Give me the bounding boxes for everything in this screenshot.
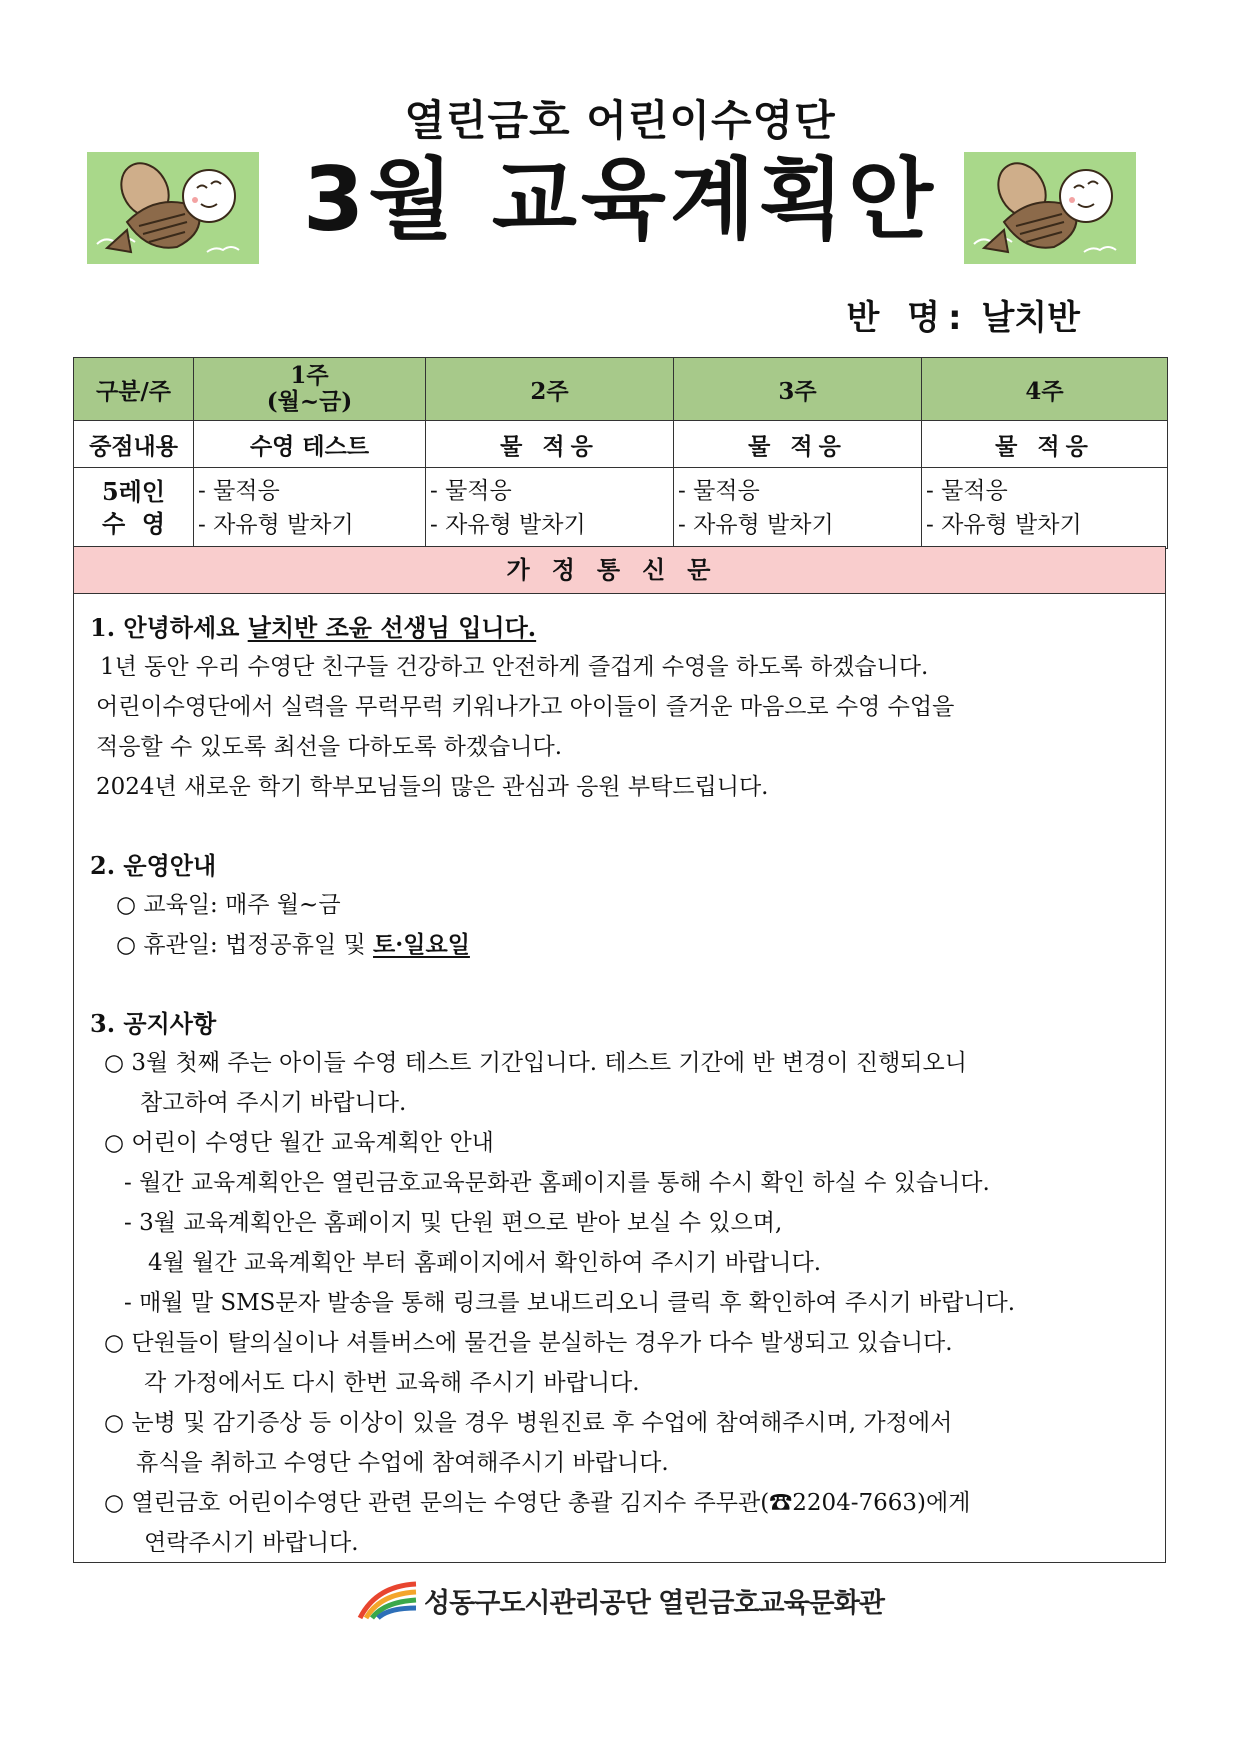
section3-line: ○ 3월 첫째 주는 아이들 수영 테스트 기간입니다. 테스트 기간에 반 변경이 진행되오니 xyxy=(104,1050,967,1076)
header-cell-week3: 3주 xyxy=(674,358,922,421)
lane-item: - 자유형 발차기 xyxy=(926,512,1082,538)
class-name-label: 반 명: xyxy=(846,298,970,338)
section3-line: ○ 눈병 및 감기증상 등 이상이 있을 경우 병원진료 후 수업에 참여해주시며, 가정에서 xyxy=(104,1410,953,1436)
footer-logo xyxy=(356,1580,884,1620)
lane-row xyxy=(74,468,1168,549)
focus-row xyxy=(74,421,1168,468)
rainbow-logo-icon xyxy=(356,1580,420,1620)
section3-line: 4월 월간 교육계획안 부터 홈페이지에서 확인하여 주시기 바랍니다. xyxy=(148,1250,822,1276)
lane-item: - 물적응 xyxy=(198,478,280,504)
footer xyxy=(0,1580,1240,1640)
section2-line xyxy=(116,926,470,959)
section1-line: 적응할 수 있도록 최선을 다하도록 하겠습니다. xyxy=(96,734,563,760)
section3-line: ○ 단원들이 탈의실이나 셔틀버스에 물건을 분실하는 경우가 다수 발생되고 있습니다. xyxy=(104,1330,953,1356)
header-cell-week2: 2주 xyxy=(426,358,674,421)
lane-cell-week4 xyxy=(922,468,1168,549)
section2-title: 2. 운영안내 xyxy=(90,851,217,880)
lane-cell-week1 xyxy=(194,468,426,549)
footer-organization: 성동구도시관리공단 열린금호교육문화관 xyxy=(424,1587,884,1619)
page-title: 3월 교육계획안 xyxy=(303,148,937,251)
notice-body xyxy=(73,594,1166,1563)
section3-line: ○ 어린이 수영단 월간 교육계획안 안내 xyxy=(104,1130,494,1156)
header-cell-week1 xyxy=(194,358,426,421)
section3-line: 휴식을 취하고 수영단 수업에 참여해주시기 바랍니다. xyxy=(136,1450,669,1476)
focus-row-label: 중점내용 xyxy=(74,421,194,468)
header-cell-category: 구분/주 xyxy=(74,358,194,421)
section3-line: 연락주시기 바랍니다. xyxy=(144,1530,359,1556)
page-header xyxy=(0,0,1240,338)
lane-row-label xyxy=(74,468,194,549)
section3-line: - 3월 교육계획안은 홈페이지 및 단원 편으로 받아 보실 수 있으며, xyxy=(124,1210,783,1236)
program-subtitle: 열린금호 어린이수영단 xyxy=(404,96,836,145)
lane-item: - 물적응 xyxy=(430,478,512,504)
weekly-plan-table xyxy=(73,357,1168,549)
week1-label: 1주 xyxy=(290,362,329,389)
focus-cell-week2: 물 적응 xyxy=(426,421,674,468)
section3-line: 참고하여 주시기 바랍니다. xyxy=(140,1090,407,1116)
lane-item: - 자유형 발차기 xyxy=(678,512,834,538)
notice-heading: 가정통신문 xyxy=(73,546,1166,594)
section1-greeting: 날치반 조윤 선생님 입니다. xyxy=(247,613,537,642)
lane-item: - 자유형 발차기 xyxy=(430,512,586,538)
lane-cell-week2 xyxy=(426,468,674,549)
focus-cell-week1: 수영 테스트 xyxy=(194,421,426,468)
section3-title: 3. 공지사항 xyxy=(90,1009,217,1038)
class-name-value: 날치반 xyxy=(981,298,1080,338)
class-name xyxy=(846,290,1080,339)
closed-days-text: ○ 휴관일: 법정공휴일 및 xyxy=(116,932,374,958)
section1-line: 2024년 새로운 학기 학부모님들의 많은 관심과 응원 부탁드립니다. xyxy=(96,774,769,800)
section3-line: - 월간 교육계획안은 열린금호교육문화관 홈페이지를 통해 수시 확인 하실 수 있습니다. xyxy=(124,1170,990,1196)
focus-cell-week4: 물 적응 xyxy=(922,421,1168,468)
lane-item: - 물적응 xyxy=(678,478,760,504)
section1-line: 1년 동안 우리 수영단 친구들 건강하고 안전하게 즐겁게 수영을 하도록 하겠습니다. xyxy=(100,654,929,680)
section1-line: 어린이수영단에서 실력을 무럭무럭 키워나가고 아이들이 즐거운 마음으로 수영 수업을 xyxy=(96,694,955,720)
lane-cell-week3 xyxy=(674,468,922,549)
section1-title xyxy=(90,608,536,643)
fish-illustration-right xyxy=(964,152,1136,264)
lane-label-line1: 5레인 xyxy=(101,477,166,506)
section3-line: ○ 열린금호 어린이수영단 관련 문의는 수영단 총괄 김지수 주무관(☎2204-7663)에게 xyxy=(104,1490,971,1516)
closed-days-emphasis: 토·일요일 xyxy=(373,931,470,958)
section3-line: 각 가정에서도 다시 한번 교육해 주시기 바랍니다. xyxy=(144,1370,640,1396)
header-cell-week4: 4주 xyxy=(922,358,1168,421)
week1-days: (월~금) xyxy=(266,388,353,415)
lane-item: - 물적응 xyxy=(926,478,1008,504)
lane-label-line2: 수 영 xyxy=(101,509,166,538)
section1-number: 1. 안녕하세요 xyxy=(90,613,248,642)
section2-line: ○ 교육일: 매주 월~금 xyxy=(116,892,341,918)
lane-item: - 자유형 발차기 xyxy=(198,512,354,538)
focus-cell-week3: 물 적응 xyxy=(674,421,922,468)
section3-line: - 매월 말 SMS문자 발송을 통해 링크를 보내드리오니 클릭 후 확인하여 주시기 바랍니다. xyxy=(124,1290,1016,1316)
table-header-row xyxy=(74,358,1168,421)
